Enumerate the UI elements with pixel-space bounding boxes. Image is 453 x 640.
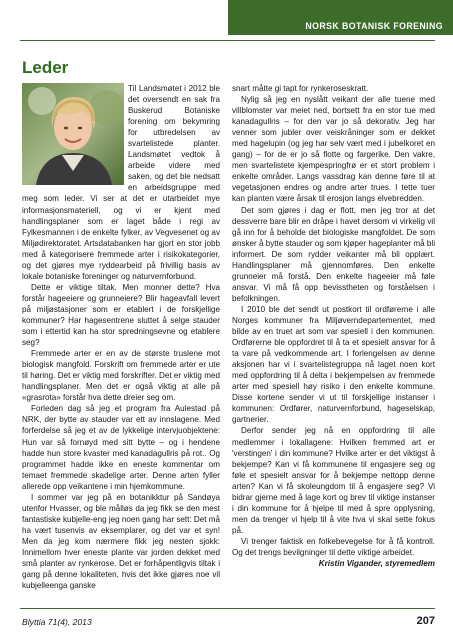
paragraph: Dette er viktige tiltak. Men monner dette? Hva forstår hageeiere og grunneiere? Blir hageavfall levert på miljøstasjoner som er etablert i de forskjellige kommuner? Har hagesentrene sluttet å selge stauder som i ettertid kan ha stor spredningsevne og etablere seg? <box>22 282 220 348</box>
paragraph: snart måtte gi tapt for rynkeroseskratt. <box>232 84 369 93</box>
paragraph: Fremmede arter er en av de største truslene mot biologisk mangfold. Forskrift om fremmede arter er ute til høring. Det er viktig med forskrifter. Det er viktig med handlingsplaner. Men det er også viktig at alle på «grasrota» forstår hva dette dreier seg om. <box>22 349 220 403</box>
paragraph: Vi trenger faktisk en folkebevegelse for å få kontroll. Og det trengs bevilgninger til dette viktige arbeidet. <box>232 536 435 557</box>
header-title: NORSK BOTANISK FORENING <box>305 21 443 31</box>
paragraph: I sommer var jeg på en botanikktur på Sandøya utenfor Hvasser, og ble målløs da jeg fikk se den mest fantastiske kubjelle-eng jeg noen gang har sett: Det må ha vært tusenvis av eksemplarer, og det var et syn! Men da jeg kom nærmere fikk jeg nesten sjokk: Innimellom hver eneste plante var jorden dekket med små planter av rynkerose. Det er forhåpentligvis tiltak i gang på denne lokaliteten, hvis det ikke gjøres noe vil kubjelleenga ganske <box>22 492 220 591</box>
paragraph: Det som gjøres i dag er flott, men jeg tror at det dessverre bare blir en dråpe i havet dersom vi virkelig vil gå inn for å beholde det biologiske mangfoldet. De som ønsker å bytte stauder og som kjøper hageplanter må bli informert. De som rydder veikanter må bli opplært. Handlingsplaner må gjennomføres. Den enkelte grunneier må forstå. Den enkelte hageeier må føle ansvar. Vi må få opp bevisstheten og forståelsen i befolkningen. <box>232 205 435 303</box>
page-number: 207 <box>416 615 435 627</box>
author-signature: Kristin Vigander, styremedlem <box>318 559 435 569</box>
paragraph: Nylig så jeg en nyslått veikant der alle tuene med villblomster var meiet ned, bortsett fra en stor tue med kanadagullris – for den var jo så dekorativ. Jeg har venner som jubler over veiskråninger som er dekket med hagelupin (og jeg har selv vært med i jubelkoret en gang) – for de er jo så flotte og fargerike. Den vakre, men svartelistete kjempespringfrø er et stort problem i enkelte områder. Langs vassdrag kan denne føre til at vegetasjonen endres og andre arter trues. I tette tuer kan planten være årsak til erosjon langs elvebredden. <box>232 95 435 204</box>
photo-space <box>22 83 128 187</box>
journal-citation: Blyttia 71(4), 2013 <box>22 617 92 627</box>
bottom-rule <box>20 608 435 609</box>
header-bar <box>228 0 453 35</box>
left-column <box>22 83 220 591</box>
page-heading: Leder <box>22 58 69 77</box>
paragraph: Derfor sender jeg nå en oppfordring til alle medlemmer i lokallagene: Hvilken fremmed art er 'verstingen' i din kommune? Hvilke arter er det viktigst å bekjempe? Kan vi få kommunene til engasjere seg og føle et spesielt ansvar for å bekjempe nettopp denne arten? Kan vi få skoleungdom til å engasjere seg? Vi bidrar gjerne med å lage kort og brev til viktige instanser i din kommune for å hjelpe til med å spre opplysning, men da trenger vi hjelp til å vite hva vi skal sette fokus på. <box>232 426 435 535</box>
top-rule <box>20 40 435 41</box>
right-column <box>232 83 435 569</box>
paragraph: Forleden dag så jeg et program fra Aulestad på NRK, der bytte av stauder var ett av innslagene. Med forferdelse så jeg et av de lykkelige intervjuobjektene: Hun var så fornøyd med sitt bytte – og i hendene hadde hun store kvaster med kanadagullris på rot.. Og programmet hadde ikke en eneste kommentar om temaet fremmede skadelige arter. Denne arten fyller allerede opp veikantene i min hjemkommune. <box>22 404 220 491</box>
paragraph: I 2010 ble det sendt ut postkort til ordførerne i alle Norges kommuner fra Miljøverndepartementet, med bilde av en truet art som var spesiell i den kommunen. Ordførerne ble oppfordret til å ta et spesielt ansvar for å ta vare på vedkommende art. I forlengelsen av denne aksjonen har vi i svartelistegruppa nå laget noen kort med oppfordring til å delta i bekjempelsen av fremmede arter med spesiell høy risiko i den enkelte kommune. Disse kortene sender vi ut til forskjellige instanser i kommunen: Ordfører, naturvernforbund, hageselskap, gartnerier. <box>232 304 435 425</box>
paragraph: Til Landsmøtet i 2012 ble det oversendt en sak fra Buskerud Botaniske forening om bekymring for utbredelsen av svartelistede planter. Landsmøtet vedtok å arbeide videre med saken, og det ble nedsatt en arbeidsgruppe med meg som leder. Vi ser at det er utarbeidet mye informasjonsmateriell, og vi er kjent med handlingsplaner som er laget både i regi av Fylkesmannen i de enkelte fylker, av Vegvesenet og av Miljødirektoratet. Artsdatabanken har gjort en stor jobb med å kategorisere fremmede arter i risikokategorier, og det gjøres mye ryddearbeid på frivillig basis av lokale botaniske foreninger og naturvernforbund. <box>22 84 220 281</box>
